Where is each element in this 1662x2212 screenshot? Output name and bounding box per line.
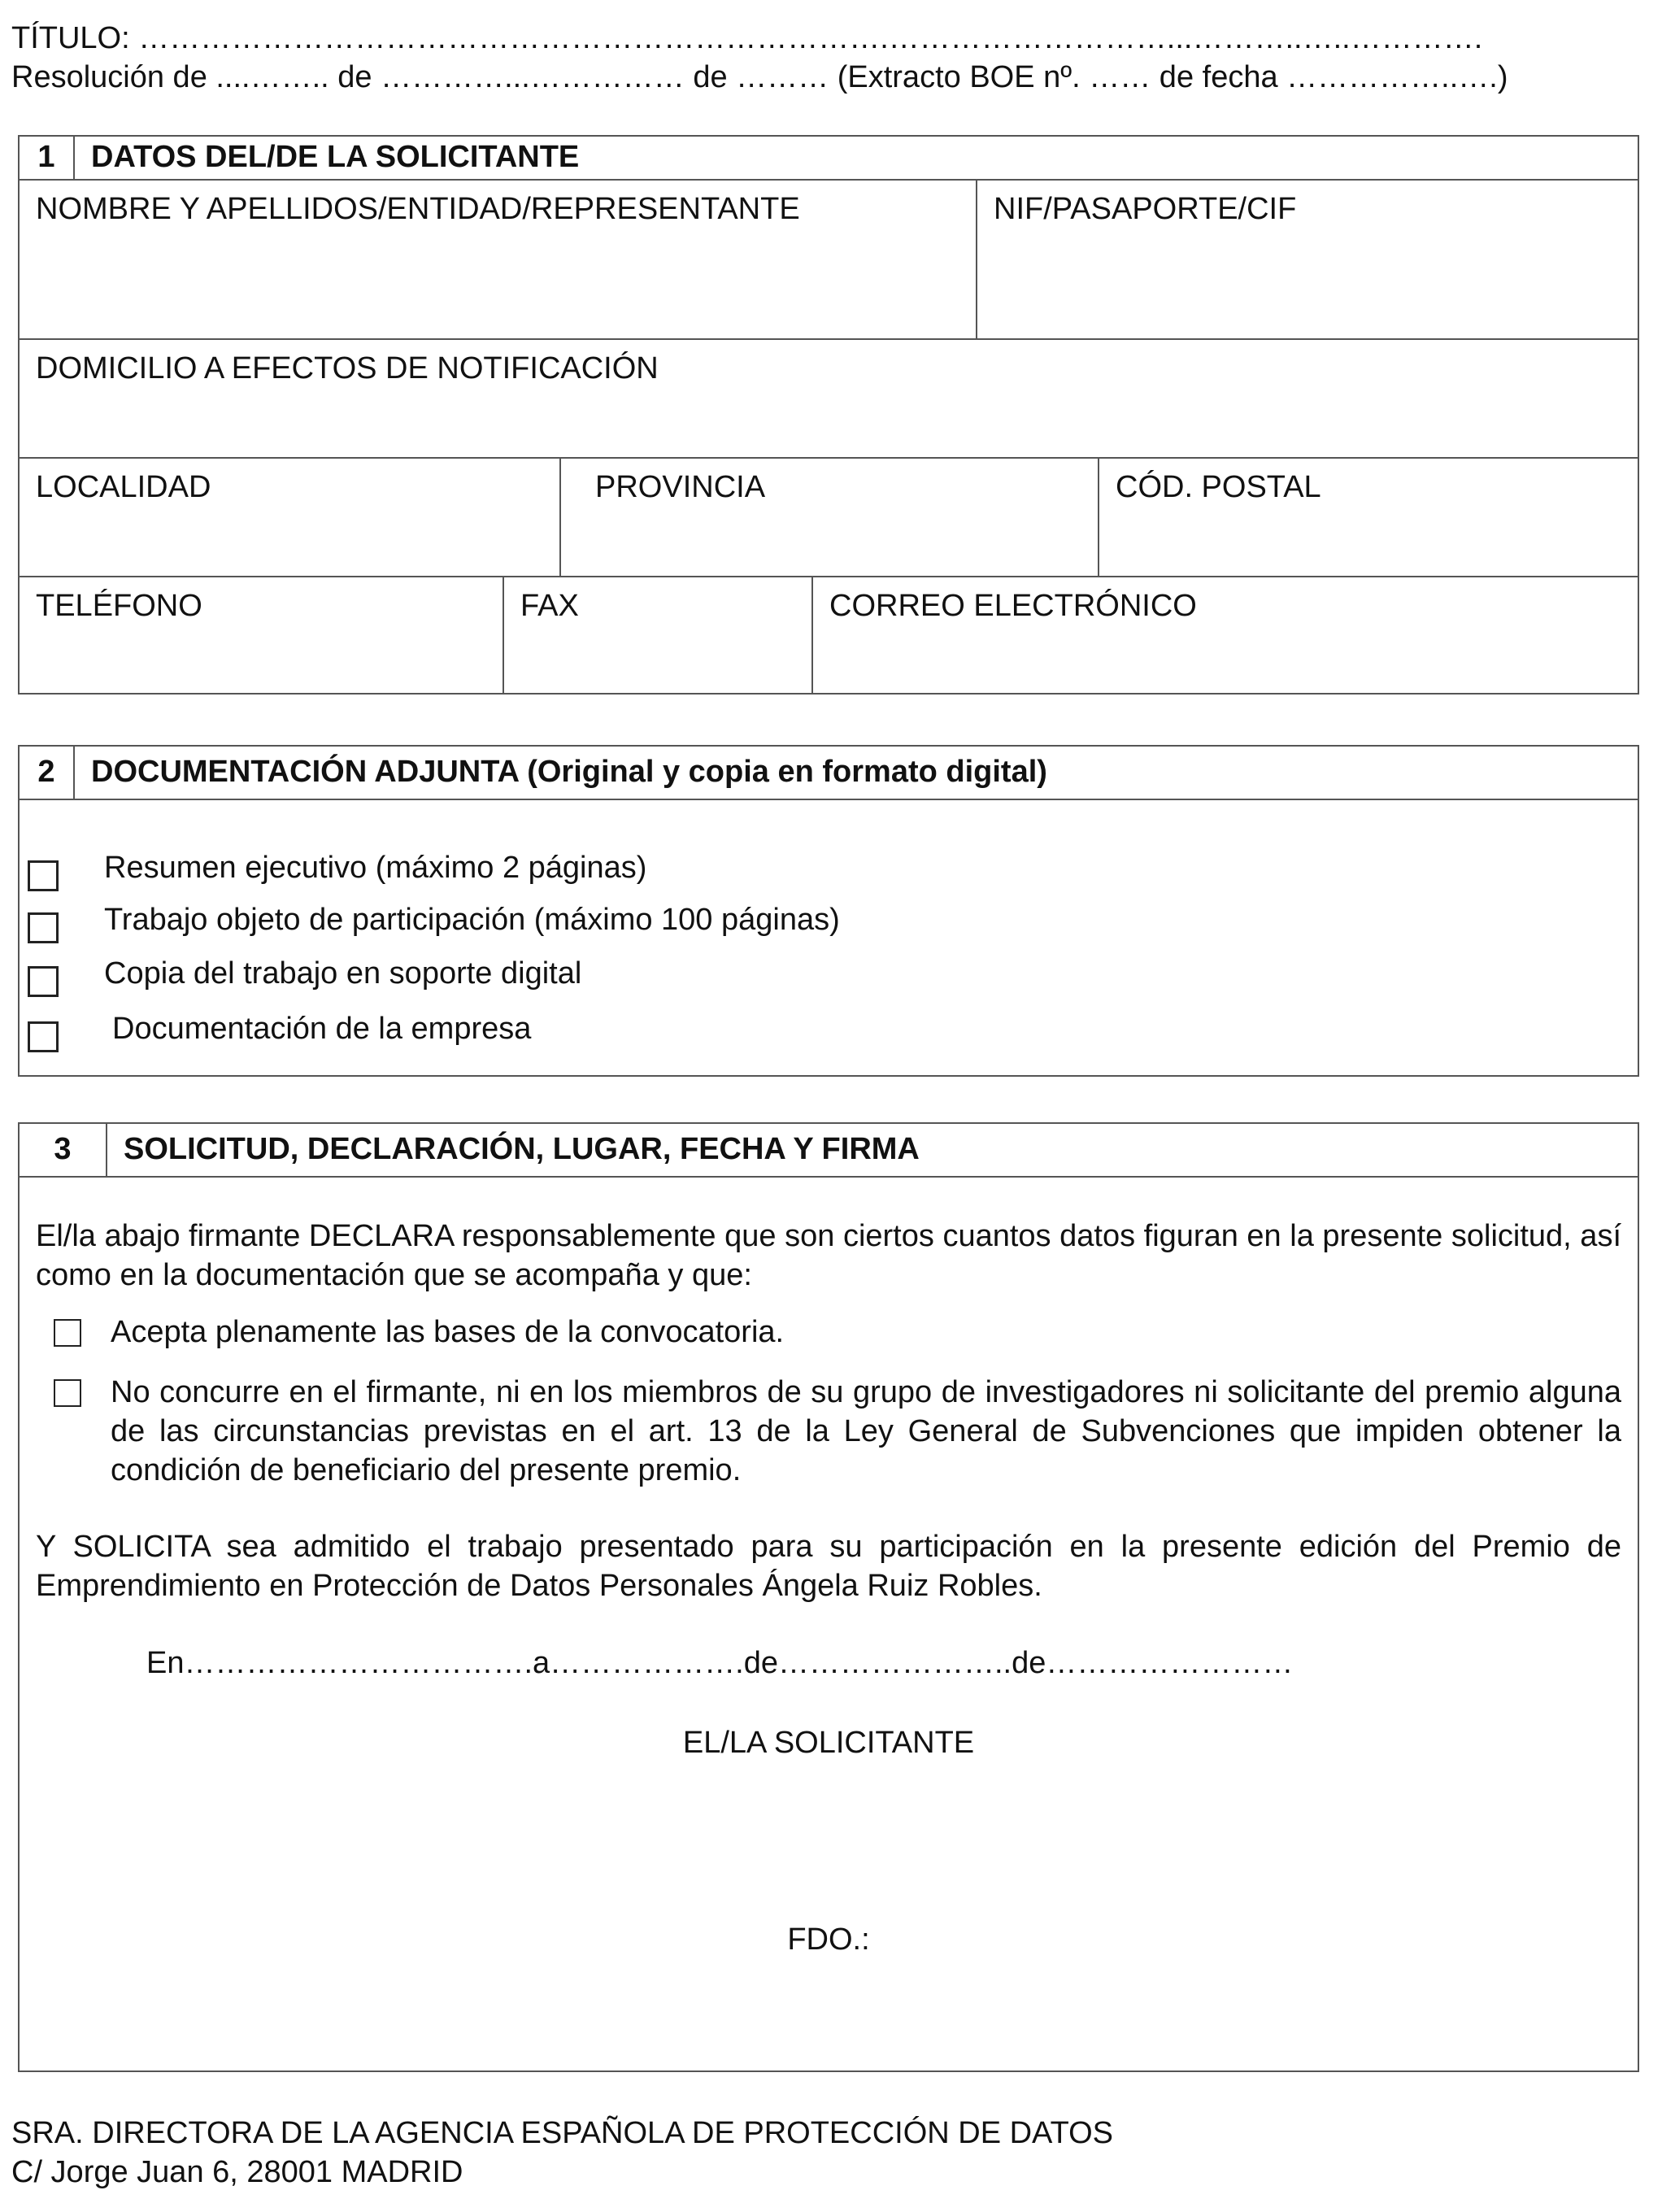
check-acepta-bases: Acepta plenamente las bases de la convocatoria. — [111, 1315, 785, 1349]
field-fax-label: FAX — [520, 589, 579, 623]
section-3-header — [20, 1124, 1638, 1178]
section-1-header — [20, 137, 1638, 181]
field-nif[interactable] — [977, 181, 1638, 340]
section-2-header — [20, 747, 1638, 800]
section-2-title: DOCUMENTACIÓN ADJUNTA (Original y copia en formato digital) — [91, 755, 1047, 789]
field-nombre[interactable] — [20, 181, 977, 340]
item-copia: Copia del trabajo en soporte digital — [104, 956, 582, 991]
field-localidad[interactable] — [20, 459, 561, 577]
check-no-concurre: No concurre en el firmante, ni en los miembros de su grupo de investigadores ni solicitante del premio alguna de las circunstancias previstas en el art. 13 de la Ley General de Subvenciones que impiden obtener la condición de beneficiario del presente premio. — [111, 1375, 1621, 1487]
field-domicilio-label: DOMICILIO A EFECTOS DE NOTIFICACIÓN — [36, 351, 659, 385]
recipient-line: SRA. DIRECTORA DE LA AGENCIA ESPAÑOLA DE PROTECCIÓN DE DATOS — [11, 2116, 1113, 2150]
section-1-applicant-data — [18, 135, 1639, 695]
field-telefono[interactable] — [20, 577, 504, 693]
checkbox-resumen[interactable] — [28, 860, 59, 891]
address-line: C/ Jorge Juan 6, 28001 MADRID — [11, 2155, 463, 2189]
item-resumen: Resumen ejecutivo (máximo 2 páginas) — [104, 851, 647, 885]
field-cod-postal-label: CÓD. POSTAL — [1116, 470, 1321, 504]
solicitante-label: EL/LA SOLICITANTE — [682, 1726, 975, 1760]
field-provincia[interactable] — [561, 459, 1099, 577]
checkbox-acepta-bases[interactable] — [54, 1319, 81, 1347]
field-cod-postal[interactable] — [1099, 459, 1638, 577]
field-domicilio[interactable] — [20, 340, 1638, 459]
field-provincia-label: PROVINCIA — [595, 470, 766, 504]
section-3-number: 3 — [20, 1124, 107, 1176]
declaration-text: El/la abajo firmante DECLARA responsablemente que son ciertos cuantos datos figuran en la presente solicitud, así como en la documentación que se acompaña y que: — [36, 1219, 1621, 1292]
section-3-title: SOLICITUD, DECLARACIÓN, LUGAR, FECHA Y FIRMA — [124, 1132, 920, 1166]
checkbox-no-concurre[interactable] — [54, 1379, 81, 1407]
section-1-title: DATOS DEL/DE LA SOLICITANTE — [91, 140, 580, 174]
item-documentacion: Documentación de la empresa — [112, 1012, 532, 1046]
section-3-request-declaration — [18, 1122, 1639, 2072]
field-localidad-label: LOCALIDAD — [36, 470, 211, 504]
field-telefono-label: TELÉFONO — [36, 589, 202, 623]
field-nif-label: NIF/PASAPORTE/CIF — [994, 192, 1297, 226]
checkbox-trabajo[interactable] — [28, 912, 59, 943]
checkbox-copia[interactable] — [28, 966, 59, 997]
section-1-number: 1 — [20, 137, 75, 179]
field-fax[interactable] — [504, 577, 813, 693]
titulo-line: TÍTULO: ……………………………………………………………….………………………...………..…..…………. — [11, 21, 1483, 55]
section-2-number: 2 — [20, 747, 75, 799]
section-2-attached-docs — [18, 745, 1639, 1077]
resolucion-line: Resolución de ....…….. de …………...…………… de ……… (Extracto BOE nº. …… de fecha ……………..….) — [11, 60, 1508, 94]
solicita-text: Y SOLICITA sea admitido el trabajo presentado para su participación en la presente edición del Premio de Emprendimiento en Protección de Datos Personales Ángela Ruiz Robles. — [36, 1530, 1621, 1603]
firma-label: FDO.: — [787, 1922, 870, 1957]
checkbox-documentacion[interactable] — [28, 1021, 59, 1052]
place-date-line: En…………………………….a……………….de…………………..de…………………… — [146, 1646, 1294, 1680]
field-correo[interactable] — [813, 577, 1638, 693]
field-correo-label: CORREO ELECTRÓNICO — [829, 589, 1197, 623]
field-nombre-label: NOMBRE Y APELLIDOS/ENTIDAD/REPRESENTANTE — [36, 192, 800, 226]
item-trabajo: Trabajo objeto de participación (máximo 100 páginas) — [104, 903, 840, 937]
